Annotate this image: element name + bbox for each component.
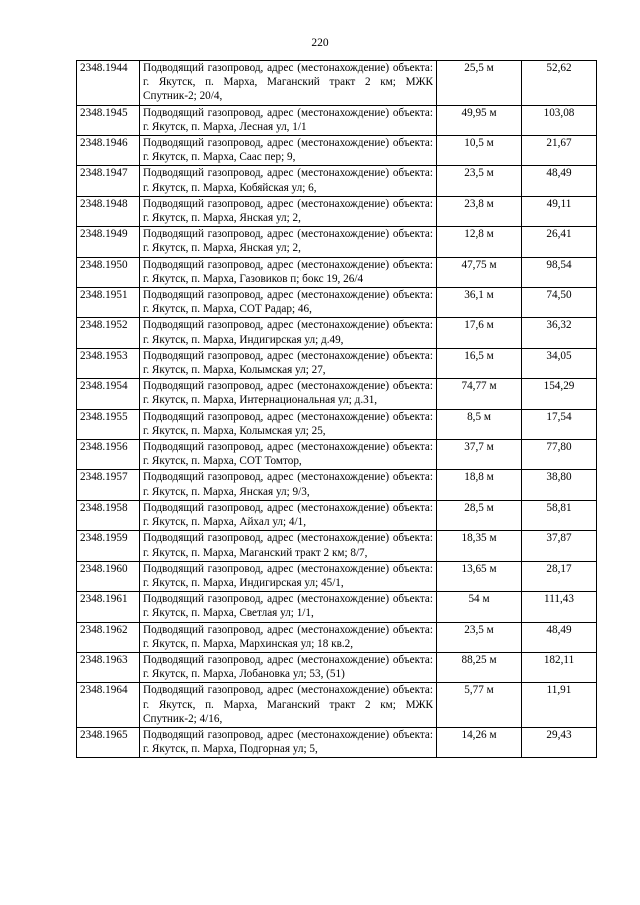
length-cell: 88,25 м — [437, 652, 522, 682]
registry-table-body — [77, 61, 597, 758]
table-row — [77, 257, 597, 287]
value-cell: 154,29 — [522, 379, 597, 409]
value-cell: 98,54 — [522, 257, 597, 287]
value-cell: 48,49 — [522, 622, 597, 652]
table-row — [77, 470, 597, 500]
object-description-cell: Подводящий газопровод, адрес (местонахождение) объекта: г. Якутск, п. Марха, Подгорная ул; 5, — [140, 727, 437, 757]
value-cell: 37,87 — [522, 531, 597, 561]
row-number-cell: 2348.1952 — [77, 318, 140, 348]
row-number-cell: 2348.1945 — [77, 105, 140, 135]
value-cell: 77,80 — [522, 440, 597, 470]
table-row — [77, 318, 597, 348]
table-row — [77, 622, 597, 652]
length-cell: 28,5 м — [437, 500, 522, 530]
value-cell: 11,91 — [522, 683, 597, 728]
object-description-cell: Подводящий газопровод, адрес (местонахождение) объекта: г. Якутск, п. Марха, Светлая ул; 1/1, — [140, 592, 437, 622]
value-cell: 49,11 — [522, 196, 597, 226]
table-row — [77, 440, 597, 470]
value-cell: 38,80 — [522, 470, 597, 500]
object-description-cell: Подводящий газопровод, адрес (местонахождение) объекта: г. Якутск, п. Марха, Янская ул; 2, — [140, 196, 437, 226]
object-description-cell: Подводящий газопровод, адрес (местонахождение) объекта: г. Якутск, п. Марха, Газовиков п; бокс 19, 26/4 — [140, 257, 437, 287]
length-cell: 8,5 м — [437, 409, 522, 439]
table-row — [77, 500, 597, 530]
row-number-cell: 2348.1963 — [77, 652, 140, 682]
table-row — [77, 409, 597, 439]
page-number: 220 — [311, 37, 329, 49]
row-number-cell: 2348.1958 — [77, 500, 140, 530]
length-cell: 49,95 м — [437, 105, 522, 135]
row-number-cell: 2348.1964 — [77, 683, 140, 728]
table-row — [77, 592, 597, 622]
object-description-cell: Подводящий газопровод, адрес (местонахождение) объекта: г. Якутск, п. Марха, Янская ул; 2, — [140, 227, 437, 257]
object-description-cell: Подводящий газопровод, адрес (местонахождение) объекта: г. Якутск, п. Марха, Кобяйская ул; 6, — [140, 166, 437, 196]
row-number-cell: 2348.1965 — [77, 727, 140, 757]
row-number-cell: 2348.1946 — [77, 136, 140, 166]
row-number-cell: 2348.1950 — [77, 257, 140, 287]
value-cell: 103,08 — [522, 105, 597, 135]
value-cell: 29,43 — [522, 727, 597, 757]
row-number-cell: 2348.1953 — [77, 348, 140, 378]
table-row — [77, 136, 597, 166]
row-number-cell: 2348.1959 — [77, 531, 140, 561]
value-cell: 58,81 — [522, 500, 597, 530]
value-cell: 74,50 — [522, 288, 597, 318]
table-row — [77, 227, 597, 257]
length-cell: 14,26 м — [437, 727, 522, 757]
length-cell: 16,5 м — [437, 348, 522, 378]
length-cell: 10,5 м — [437, 136, 522, 166]
length-cell: 13,65 м — [437, 561, 522, 591]
value-cell: 21,67 — [522, 136, 597, 166]
object-description-cell: Подводящий газопровод, адрес (местонахождение) объекта: г. Якутск, п. Марха, Маганский тракт 2 км; МЖК Спутник-2; 20/4, — [140, 61, 437, 106]
table-row — [77, 727, 597, 757]
row-number-cell: 2348.1960 — [77, 561, 140, 591]
table-row — [77, 196, 597, 226]
row-number-cell: 2348.1954 — [77, 379, 140, 409]
value-cell: 17,54 — [522, 409, 597, 439]
object-description-cell: Подводящий газопровод, адрес (местонахождение) объекта: г. Якутск, п. Марха, Колымская ул; 27, — [140, 348, 437, 378]
object-description-cell: Подводящий газопровод, адрес (местонахождение) объекта: г. Якутск, п. Марха, Лобановка ул; 53, (51) — [140, 652, 437, 682]
table-row — [77, 105, 597, 135]
object-description-cell: Подводящий газопровод, адрес (местонахождение) объекта: г. Якутск, п. Марха, Колымская ул; 25, — [140, 409, 437, 439]
row-number-cell: 2348.1949 — [77, 227, 140, 257]
row-number-cell: 2348.1948 — [77, 196, 140, 226]
table-row — [77, 561, 597, 591]
value-cell: 28,17 — [522, 561, 597, 591]
length-cell: 5,77 м — [437, 683, 522, 728]
table-row — [77, 379, 597, 409]
object-description-cell: Подводящий газопровод, адрес (местонахождение) объекта: г. Якутск, п. Марха, Лесная ул, 1/1 — [140, 105, 437, 135]
object-description-cell: Подводящий газопровод, адрес (местонахождение) объекта: г. Якутск, п. Марха, Индигирская ул; 45/1, — [140, 561, 437, 591]
value-cell: 48,49 — [522, 166, 597, 196]
object-description-cell: Подводящий газопровод, адрес (местонахождение) объекта: г. Якутск, п. Марха, Индигирская ул; д.49, — [140, 318, 437, 348]
length-cell: 74,77 м — [437, 379, 522, 409]
table-row — [77, 61, 597, 106]
row-number-cell: 2348.1956 — [77, 440, 140, 470]
registry-table — [76, 60, 597, 758]
length-cell: 23,8 м — [437, 196, 522, 226]
value-cell: 36,32 — [522, 318, 597, 348]
object-description-cell: Подводящий газопровод, адрес (местонахождение) объекта: г. Якутск, п. Марха, СОТ Радар; 46, — [140, 288, 437, 318]
table-row — [77, 166, 597, 196]
table-row — [77, 288, 597, 318]
row-number-cell: 2348.1957 — [77, 470, 140, 500]
object-description-cell: Подводящий газопровод, адрес (местонахождение) объекта: г. Якутск, п. Марха, Янская ул; 9/3, — [140, 470, 437, 500]
object-description-cell: Подводящий газопровод, адрес (местонахождение) объекта: г. Якутск, п. Марха, СОТ Томтор, — [140, 440, 437, 470]
object-description-cell: Подводящий газопровод, адрес (местонахождение) объекта: г. Якутск, п. Марха, Мархинская ул; 18 кв.2, — [140, 622, 437, 652]
length-cell: 18,35 м — [437, 531, 522, 561]
value-cell: 34,05 — [522, 348, 597, 378]
row-number-cell: 2348.1944 — [77, 61, 140, 106]
value-cell: 52,62 — [522, 61, 597, 106]
value-cell: 26,41 — [522, 227, 597, 257]
length-cell: 47,75 м — [437, 257, 522, 287]
object-description-cell: Подводящий газопровод, адрес (местонахождение) объекта: г. Якутск, п. Марха, Маганский тракт 2 км; 8/7, — [140, 531, 437, 561]
row-number-cell: 2348.1962 — [77, 622, 140, 652]
table-row — [77, 683, 597, 728]
table-row — [77, 652, 597, 682]
object-description-cell: Подводящий газопровод, адрес (местонахождение) объекта: г. Якутск, п. Марха, Саас пер; 9, — [140, 136, 437, 166]
length-cell: 12,8 м — [437, 227, 522, 257]
row-number-cell: 2348.1961 — [77, 592, 140, 622]
table-row — [77, 531, 597, 561]
object-description-cell: Подводящий газопровод, адрес (местонахождение) объекта: г. Якутск, п. Марха, Интернациональная ул; д.31, — [140, 379, 437, 409]
length-cell: 18,8 м — [437, 470, 522, 500]
length-cell: 54 м — [437, 592, 522, 622]
row-number-cell: 2348.1947 — [77, 166, 140, 196]
length-cell: 25,5 м — [437, 61, 522, 106]
length-cell: 23,5 м — [437, 166, 522, 196]
length-cell: 17,6 м — [437, 318, 522, 348]
value-cell: 111,43 — [522, 592, 597, 622]
length-cell: 37,7 м — [437, 440, 522, 470]
length-cell: 36,1 м — [437, 288, 522, 318]
row-number-cell: 2348.1955 — [77, 409, 140, 439]
object-description-cell: Подводящий газопровод, адрес (местонахождение) объекта: г. Якутск, п. Марха, Маганский тракт 2 км; МЖК Спутник-2; 4/16, — [140, 683, 437, 728]
value-cell: 182,11 — [522, 652, 597, 682]
table-row — [77, 348, 597, 378]
object-description-cell: Подводящий газопровод, адрес (местонахождение) объекта: г. Якутск, п. Марха, Айхал ул; 4/1, — [140, 500, 437, 530]
row-number-cell: 2348.1951 — [77, 288, 140, 318]
length-cell: 23,5 м — [437, 622, 522, 652]
